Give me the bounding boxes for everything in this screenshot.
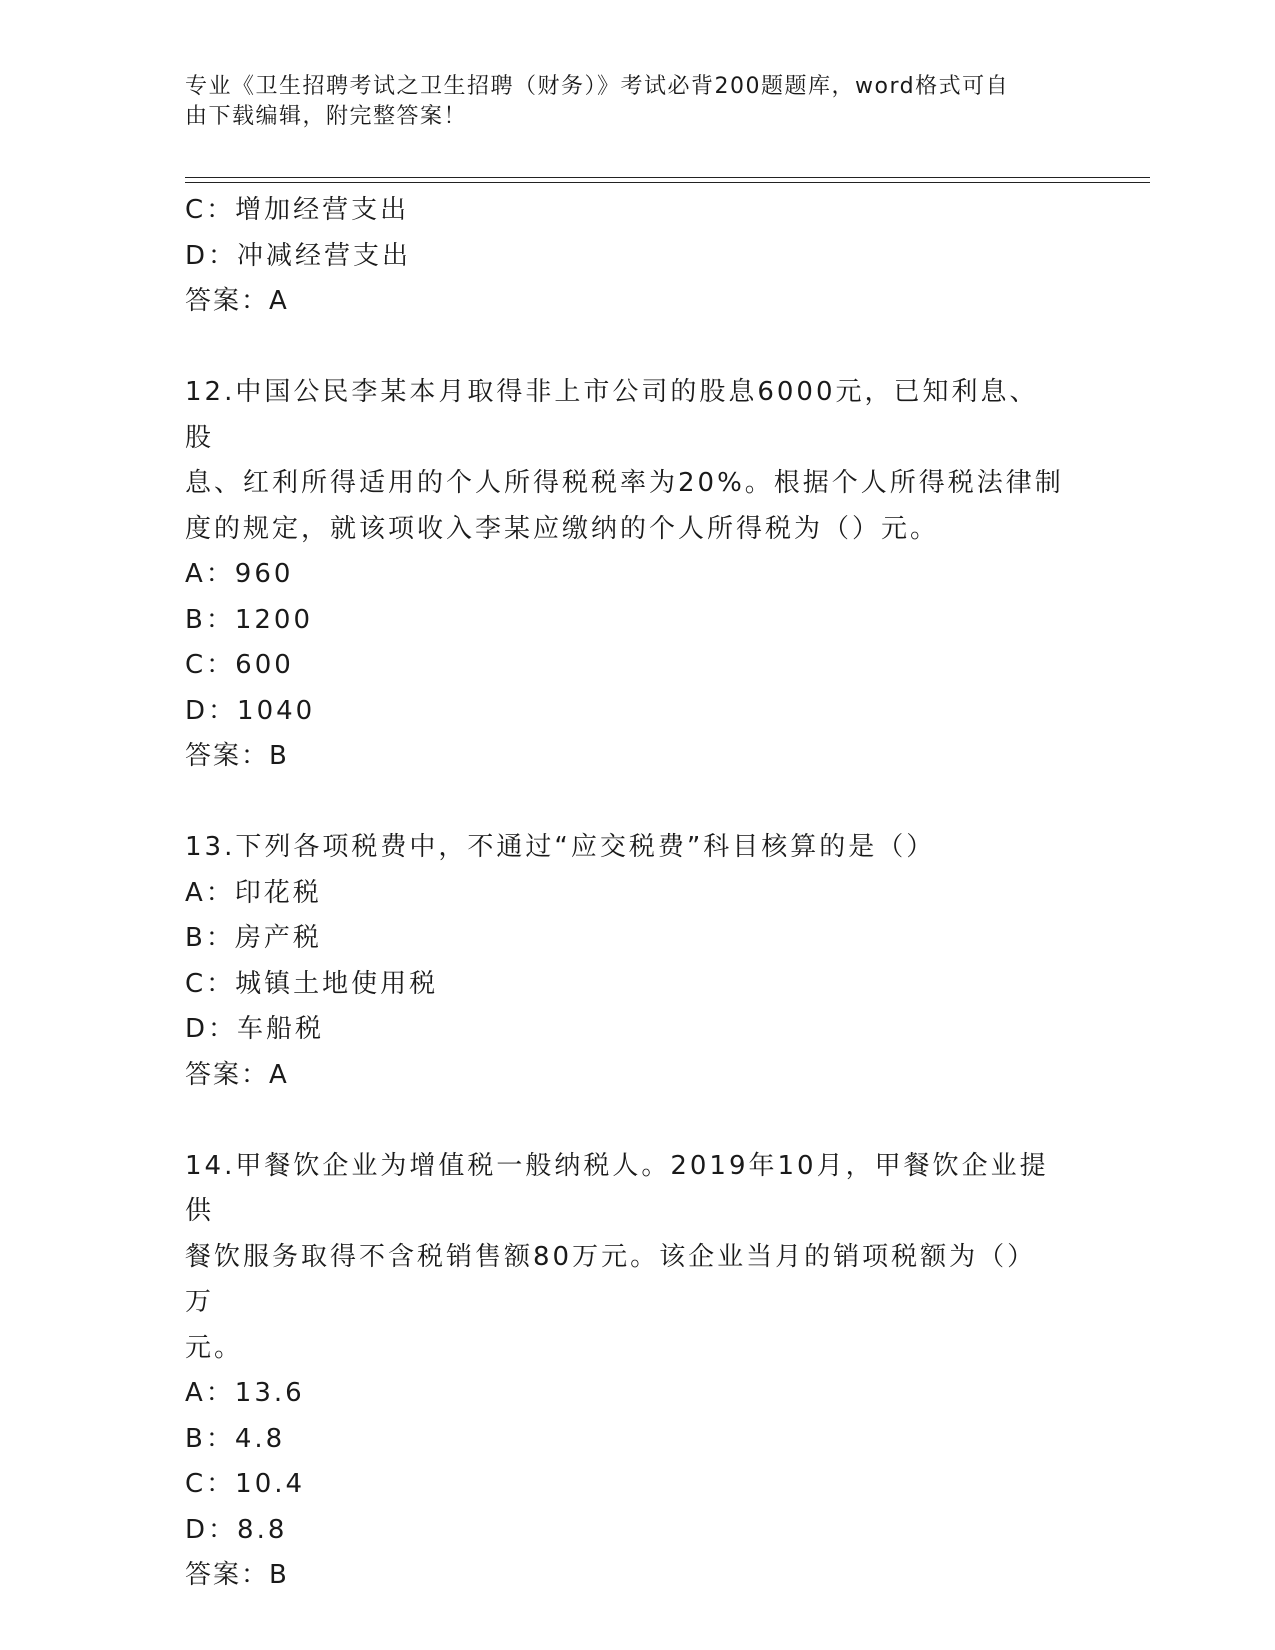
- question-text: [185, 370, 1065, 552]
- header-divider-top: [185, 177, 1150, 178]
- question-text: [185, 825, 1065, 871]
- document-header: [185, 72, 1065, 132]
- option-a: A：印花税: [185, 877, 322, 908]
- question-text-line: 息、红利所得适用的个人所得税税率为20%。根据个人所得税法律制: [185, 468, 1064, 498]
- spacer: [185, 780, 1065, 826]
- option-c: C：10.4: [185, 1469, 306, 1499]
- option-a: A：960: [185, 559, 294, 589]
- option-c: C：增加经营支出: [185, 195, 410, 225]
- option-c: C：城镇土地使用税: [185, 968, 439, 999]
- answer-line: 答案：A: [185, 1059, 289, 1090]
- question-text-line: 餐饮服务取得不含税销售额80万元。该企业当月的销项税额为（）万: [185, 1241, 1037, 1317]
- question-11-tail: [185, 188, 1065, 325]
- spacer: [185, 1098, 1065, 1144]
- option-c: C：600: [185, 650, 294, 680]
- option-a: A：13.6: [185, 1378, 305, 1408]
- option-b: B：4.8: [185, 1423, 286, 1454]
- question-list: [185, 188, 1065, 1599]
- question-12: [185, 370, 1065, 780]
- header-line-2: 由下载编辑，附完整答案！: [185, 104, 468, 129]
- answer-line: 答案：B: [185, 1560, 289, 1590]
- question-text: [185, 1144, 1065, 1372]
- question-text-line: 14.甲餐饮企业为增值税一般纳税人。2019年10月，甲餐饮企业提供: [185, 1150, 1049, 1226]
- question-13: [185, 825, 1065, 1098]
- question-text-line: 12.中国公民李某本月取得非上市公司的股息6000元，已知利息、股: [185, 377, 1039, 453]
- header-line-1: 专业《卫生招聘考试之卫生招聘（财务）》考试必背200题题库，word格式可自: [185, 74, 1010, 99]
- question-text-line: 度的规定，就该项收入李某应缴纳的个人所得税为（）元。: [185, 513, 940, 544]
- option-d: D：8.8: [185, 1514, 288, 1545]
- question-text-line: 13.下列各项税费中，不通过“应交税费”科目核算的是（）: [185, 832, 936, 862]
- question-text-line: 元。: [185, 1332, 244, 1363]
- option-b: B：房产税: [185, 923, 322, 953]
- spacer: [185, 325, 1065, 371]
- option-b: B：1200: [185, 604, 314, 635]
- answer-line: 答案：B: [185, 741, 289, 771]
- header-divider-bottom: [185, 182, 1150, 183]
- option-d: D：1040: [185, 695, 316, 726]
- option-d: D：车船税: [185, 1014, 325, 1044]
- option-d: D：冲减经营支出: [185, 240, 412, 271]
- question-14: [185, 1144, 1065, 1599]
- answer-line: 答案：A: [185, 286, 289, 316]
